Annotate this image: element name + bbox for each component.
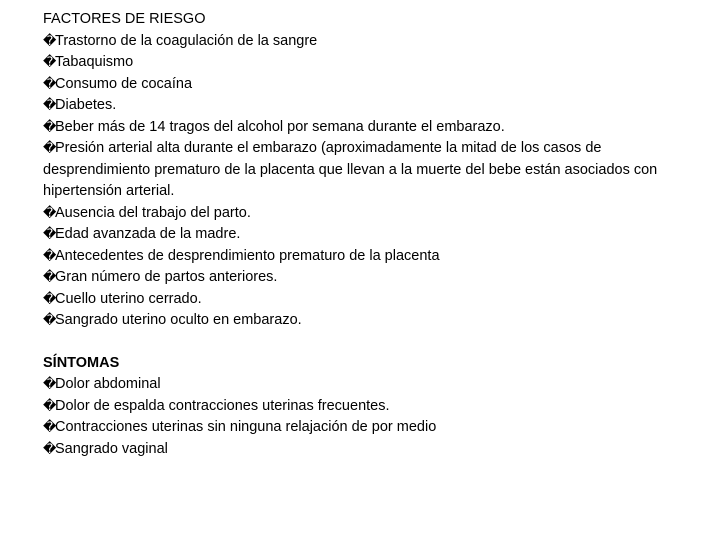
risk-factors-heading: FACTORES DE RIESGO [43, 11, 206, 27]
bullet-icon: � [43, 313, 57, 328]
list-item-text: Gran número de partos anteriores. [55, 269, 278, 285]
list-item-text: Beber más de 14 tragos del alcohol por semana durante el embarazo. [55, 118, 505, 135]
list-item [43, 117, 683, 139]
list-item [43, 246, 683, 268]
bullet-icon: � [43, 55, 57, 70]
list-item [43, 289, 683, 311]
risk-factors-list [43, 31, 683, 332]
section-spacer [43, 332, 683, 353]
bullet-icon: � [43, 205, 57, 221]
bullet-icon: � [43, 227, 57, 242]
bullet-icon: � [43, 141, 57, 156]
bullet-icon: � [43, 119, 57, 135]
list-item-text: Trastorno de la coagulación de la sangre [55, 32, 318, 49]
list-item [43, 396, 683, 418]
bullet-icon: � [43, 98, 57, 113]
list-item-text: Consumo de cocaína [55, 75, 193, 92]
list-item [43, 267, 683, 289]
symptoms-heading: SÍNTOMAS [43, 354, 120, 371]
list-item-text: Contracciones uterinas sin ninguna relajación de por medio [55, 419, 437, 435]
list-item [43, 95, 683, 117]
bullet-icon: � [43, 291, 57, 307]
bullet-icon: � [43, 420, 57, 435]
list-item-text: Sangrado vaginal [55, 440, 168, 457]
list-item [43, 439, 683, 461]
bullet-icon: � [43, 441, 57, 457]
list-item [43, 224, 683, 246]
list-item-text: Antecedentes de desprendimiento prematuro de la placenta [55, 247, 440, 264]
list-item-text: Ausencia del trabajo del parto. [55, 204, 251, 221]
list-item [43, 31, 683, 53]
list-item [43, 138, 683, 203]
list-item-text: Tabaquismo [55, 54, 134, 70]
bullet-icon: � [43, 270, 57, 285]
bullet-icon: � [43, 248, 57, 264]
bullet-icon: � [43, 377, 57, 392]
symptoms-list [43, 374, 683, 460]
bullet-icon: � [43, 398, 57, 414]
list-item [43, 203, 683, 225]
list-item [43, 417, 683, 439]
bullet-icon: � [43, 76, 57, 92]
list-item [43, 310, 683, 332]
list-item-text: Presión arterial alta durante el embarazo (aproximadamente la mitad de los casos de desprendimiento prematuro de la placenta que llevan a la muerte del bebe están asociados con hipertensión arterial. [43, 140, 658, 199]
bullet-icon: � [43, 33, 57, 49]
list-item [43, 52, 683, 74]
list-item-text: Diabetes. [55, 97, 117, 113]
list-item-text: Dolor abdominal [55, 376, 161, 392]
slide-content [43, 9, 683, 460]
list-item-text: Dolor de espalda contracciones uterinas frecuentes. [55, 397, 390, 414]
list-item-text: Cuello uterino cerrado. [55, 290, 202, 307]
list-item-text: Sangrado uterino oculto en embarazo. [55, 312, 302, 328]
list-item [43, 374, 683, 396]
list-item [43, 74, 683, 96]
list-item-text: Edad avanzada de la madre. [55, 226, 241, 242]
